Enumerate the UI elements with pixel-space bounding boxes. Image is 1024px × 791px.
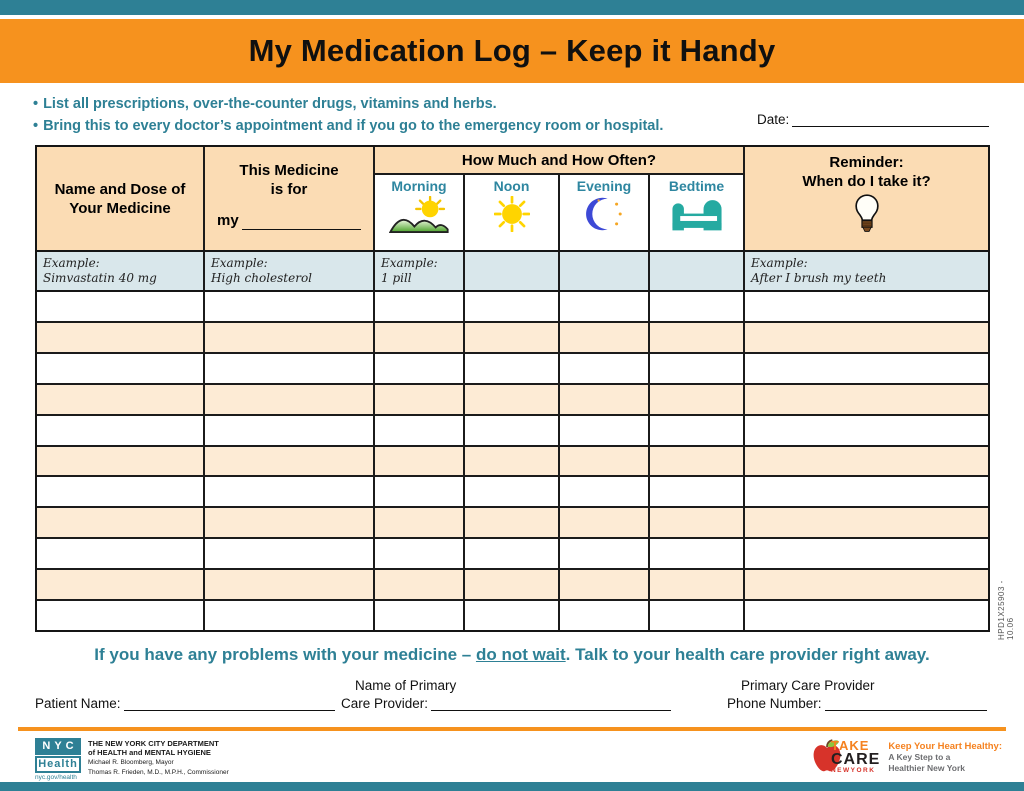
entry-cell[interactable] bbox=[650, 601, 745, 630]
example-reminder-value: After I brush my teeth bbox=[751, 271, 887, 285]
entry-cell[interactable] bbox=[560, 354, 650, 383]
provider-name-blank-line[interactable] bbox=[431, 696, 671, 711]
entry-cell[interactable] bbox=[205, 385, 375, 414]
entry-cell[interactable] bbox=[37, 601, 205, 630]
tcny-tagline1: Keep Your Heart Healthy: bbox=[888, 740, 1002, 752]
entry-cell[interactable] bbox=[205, 601, 375, 630]
patient-name-label: Patient Name: bbox=[35, 696, 121, 711]
tcny-care: CARE bbox=[830, 751, 881, 769]
date-field bbox=[757, 112, 989, 127]
entry-cell[interactable] bbox=[37, 508, 205, 537]
table-body bbox=[37, 292, 988, 630]
header-medicine-for-line1: This Medicine bbox=[239, 162, 339, 179]
entry-cell[interactable] bbox=[465, 539, 560, 568]
header-medicine-for bbox=[205, 147, 375, 250]
tcny-tagline2: A Key Step to a bbox=[888, 751, 951, 762]
health-logo-box: Health bbox=[35, 756, 81, 773]
warning-post: . Talk to your health care provider right away. bbox=[565, 645, 930, 664]
entry-cell[interactable] bbox=[37, 323, 205, 352]
top-teal-bar bbox=[0, 0, 1024, 15]
table-row bbox=[37, 570, 988, 601]
entry-cell[interactable] bbox=[205, 354, 375, 383]
entry-cell[interactable] bbox=[37, 385, 205, 414]
patient-name-blank-line[interactable] bbox=[124, 696, 335, 711]
bullet-dot: • bbox=[33, 96, 39, 112]
instructions bbox=[33, 93, 663, 137]
entry-cell[interactable] bbox=[375, 354, 465, 383]
entry-cell[interactable] bbox=[560, 385, 650, 414]
example-row bbox=[37, 252, 988, 292]
table-row bbox=[37, 477, 988, 508]
warning-pre: If you have any problems with your medicine – bbox=[94, 645, 476, 664]
entry-cell[interactable] bbox=[745, 447, 988, 476]
entry-cell[interactable] bbox=[375, 323, 465, 352]
entry-cell[interactable] bbox=[465, 354, 560, 383]
entry-cell[interactable] bbox=[745, 539, 988, 568]
provider-name-field bbox=[341, 678, 671, 711]
header-medicine-for-line2: is for bbox=[270, 181, 308, 198]
noon-label: Noon bbox=[493, 178, 530, 194]
entry-cell[interactable] bbox=[745, 508, 988, 537]
nyc-gov-url: nyc.gov/health bbox=[35, 774, 77, 781]
example-morning-cell bbox=[375, 252, 465, 290]
entry-cell[interactable] bbox=[560, 539, 650, 568]
entry-cell[interactable] bbox=[745, 570, 988, 599]
tcny-tagline bbox=[888, 741, 1002, 774]
entry-cell[interactable] bbox=[37, 416, 205, 445]
phone-label-line2: Phone Number: bbox=[727, 696, 822, 711]
table-header bbox=[37, 147, 988, 252]
entry-cell[interactable] bbox=[37, 477, 205, 506]
tcny-wordmark bbox=[831, 739, 880, 775]
entry-cell[interactable] bbox=[745, 477, 988, 506]
mayor-line: Michael R. Bloomberg, Mayor bbox=[88, 759, 174, 766]
nyc-health-logo bbox=[35, 738, 81, 781]
table-row bbox=[37, 323, 988, 354]
department-text bbox=[88, 738, 229, 781]
entry-cell[interactable] bbox=[375, 570, 465, 599]
entry-cell[interactable] bbox=[375, 477, 465, 506]
entry-cell[interactable] bbox=[650, 323, 745, 352]
morning-sun-mountains-icon bbox=[389, 196, 449, 233]
instruction-text: Bring this to every doctor’s appointment and if you go to the emergency room or hospital. bbox=[43, 118, 664, 134]
table-row bbox=[37, 354, 988, 385]
entry-cell[interactable] bbox=[37, 292, 205, 321]
lightbulb-icon bbox=[852, 194, 882, 238]
table-row bbox=[37, 447, 988, 478]
entry-cell[interactable] bbox=[375, 508, 465, 537]
header-morning bbox=[375, 175, 465, 250]
evening-label: Evening bbox=[576, 178, 632, 194]
entry-cell[interactable] bbox=[650, 354, 745, 383]
instruction-text: List all prescriptions, over-the-counter drugs, vitamins and herbs. bbox=[43, 96, 497, 112]
tcny-newyork: NEWYORK bbox=[830, 767, 876, 775]
header-evening bbox=[560, 175, 650, 250]
date-label: Date: bbox=[757, 112, 790, 127]
entry-cell[interactable] bbox=[375, 416, 465, 445]
entry-cell[interactable] bbox=[205, 477, 375, 506]
warning-underlined: do not wait bbox=[475, 645, 566, 664]
instruction-bullet-1 bbox=[33, 93, 663, 115]
my-prefix: my bbox=[217, 212, 239, 229]
header-bedtime bbox=[650, 175, 745, 250]
reminder-line1: Reminder: bbox=[829, 154, 904, 171]
nyc-health-logo-group bbox=[35, 738, 229, 781]
entry-cell[interactable] bbox=[745, 323, 988, 352]
table-row bbox=[37, 539, 988, 570]
entry-cell[interactable] bbox=[465, 570, 560, 599]
bedtime-label: Bedtime bbox=[668, 178, 725, 194]
evening-moon-icon bbox=[584, 196, 624, 232]
reminder-line2: When do I take it? bbox=[802, 173, 931, 190]
example-reminder-cell bbox=[745, 252, 988, 290]
warning-text bbox=[0, 645, 1024, 665]
entry-cell[interactable] bbox=[650, 447, 745, 476]
entry-cell[interactable] bbox=[745, 601, 988, 630]
medicine-for-blank-line[interactable] bbox=[242, 215, 361, 230]
tcny-tagline3: Healthier New York bbox=[888, 762, 965, 773]
entry-cell[interactable] bbox=[745, 292, 988, 321]
provider-phone-field bbox=[697, 678, 987, 711]
bottom-teal-bar bbox=[0, 782, 1024, 791]
nyc-logo-box: NYC bbox=[35, 738, 81, 755]
instruction-bullet-2 bbox=[33, 115, 663, 137]
table-row bbox=[37, 292, 988, 323]
entry-cell[interactable] bbox=[465, 323, 560, 352]
bedtime-bed-icon bbox=[670, 196, 724, 232]
table-row bbox=[37, 416, 988, 447]
bullet-dot: • bbox=[33, 118, 39, 134]
entry-cell[interactable] bbox=[560, 477, 650, 506]
entry-cell[interactable] bbox=[205, 447, 375, 476]
entry-cell[interactable] bbox=[560, 508, 650, 537]
example-for-cell bbox=[205, 252, 375, 290]
entry-cell[interactable] bbox=[745, 416, 988, 445]
entry-cell[interactable] bbox=[650, 570, 745, 599]
entry-cell[interactable] bbox=[465, 385, 560, 414]
medication-table bbox=[35, 145, 990, 632]
entry-cell[interactable] bbox=[205, 416, 375, 445]
entry-cell[interactable] bbox=[560, 416, 650, 445]
entry-cell[interactable] bbox=[745, 354, 988, 383]
entry-cell[interactable] bbox=[205, 508, 375, 537]
entry-cell[interactable] bbox=[650, 508, 745, 537]
entry-cell[interactable] bbox=[375, 601, 465, 630]
example-label: Example: bbox=[751, 256, 808, 270]
header-noon bbox=[465, 175, 560, 250]
page-title: My Medication Log – Keep it Handy bbox=[248, 33, 776, 68]
entry-cell[interactable] bbox=[465, 477, 560, 506]
entry-cell[interactable] bbox=[37, 354, 205, 383]
entry-cell[interactable] bbox=[205, 292, 375, 321]
entry-cell[interactable] bbox=[650, 477, 745, 506]
example-name-value: Simvastatin 40 mg bbox=[43, 271, 157, 285]
header-name-dose: Name and Dose of Your Medicine bbox=[37, 147, 205, 250]
entry-cell[interactable] bbox=[560, 447, 650, 476]
date-blank-line[interactable] bbox=[792, 112, 989, 127]
entry-cell[interactable] bbox=[465, 601, 560, 630]
example-label: Example: bbox=[43, 256, 100, 270]
dept-line2: of HEALTH and MENTAL HYGIENE bbox=[88, 748, 211, 757]
morning-label: Morning bbox=[391, 178, 447, 194]
example-bedtime-cell bbox=[650, 252, 745, 290]
phone-label-line1: Primary Care Provider bbox=[741, 678, 875, 693]
entry-cell[interactable] bbox=[205, 539, 375, 568]
take-care-new-york-logo bbox=[811, 738, 1002, 776]
table-row bbox=[37, 601, 988, 630]
entry-cell[interactable] bbox=[560, 323, 650, 352]
entry-cell[interactable] bbox=[205, 323, 375, 352]
provider-label-line2: Care Provider: bbox=[341, 696, 429, 711]
footer bbox=[35, 738, 1002, 781]
entry-cell[interactable] bbox=[745, 385, 988, 414]
table-row bbox=[37, 385, 988, 416]
title-band bbox=[0, 19, 1024, 83]
entry-cell[interactable] bbox=[560, 601, 650, 630]
print-code: HPD1X25903 - 10.06 bbox=[997, 580, 1015, 640]
entry-cell[interactable] bbox=[560, 570, 650, 599]
example-for-value: High cholesterol bbox=[211, 271, 313, 285]
entry-cell[interactable] bbox=[465, 508, 560, 537]
noon-sun-icon bbox=[494, 196, 530, 232]
entry-cell[interactable] bbox=[375, 385, 465, 414]
entry-cell[interactable] bbox=[37, 447, 205, 476]
example-label: Example: bbox=[381, 256, 438, 270]
provider-label-line1: Name of Primary bbox=[355, 678, 457, 693]
example-evening-cell bbox=[560, 252, 650, 290]
entry-cell[interactable] bbox=[205, 570, 375, 599]
header-reminder bbox=[745, 147, 988, 250]
entry-cell[interactable] bbox=[375, 447, 465, 476]
entry-cell[interactable] bbox=[650, 292, 745, 321]
provider-phone-blank-line[interactable] bbox=[825, 696, 987, 711]
table-row bbox=[37, 508, 988, 539]
example-label: Example: bbox=[211, 256, 268, 270]
header-how-much: How Much and How Often? bbox=[375, 147, 745, 175]
entry-cell[interactable] bbox=[465, 292, 560, 321]
dept-line1: THE NEW YORK CITY DEPARTMENT bbox=[88, 739, 219, 748]
orange-divider bbox=[18, 727, 1006, 731]
entry-cell[interactable] bbox=[375, 539, 465, 568]
bottom-fields bbox=[35, 678, 987, 711]
entry-cell[interactable] bbox=[37, 570, 205, 599]
commissioner-line: Thomas R. Frieden, M.D., M.P.H., Commissioner bbox=[88, 769, 229, 776]
entry-cell[interactable] bbox=[650, 416, 745, 445]
entry-cell[interactable] bbox=[465, 416, 560, 445]
entry-cell[interactable] bbox=[650, 539, 745, 568]
example-name-cell bbox=[37, 252, 205, 290]
entry-cell[interactable] bbox=[37, 539, 205, 568]
entry-cell[interactable] bbox=[375, 292, 465, 321]
patient-name-field bbox=[35, 678, 335, 711]
entry-cell[interactable] bbox=[465, 447, 560, 476]
example-noon-cell bbox=[465, 252, 560, 290]
tcny-take: TAKE bbox=[830, 738, 870, 754]
entry-cell[interactable] bbox=[650, 385, 745, 414]
entry-cell[interactable] bbox=[560, 292, 650, 321]
example-morning-value: 1 pill bbox=[381, 271, 412, 285]
